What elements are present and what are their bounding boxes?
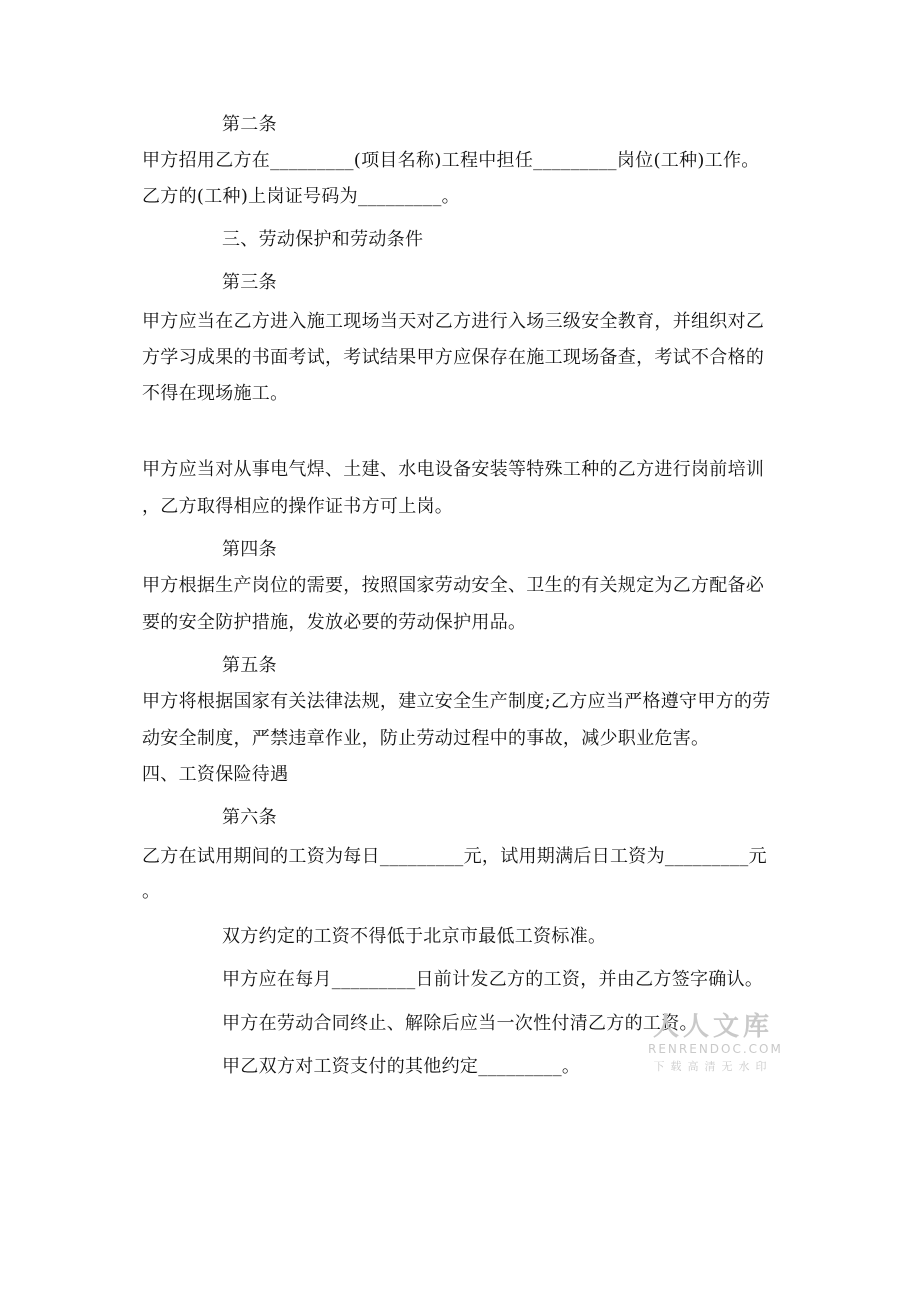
article-6-heading: 第六条	[222, 807, 277, 828]
section-3-heading: 三、劳动保护和劳动条件	[222, 229, 424, 250]
watermark-logo	[648, 1012, 783, 1076]
watermark-title: 人人文库	[652, 1012, 773, 1042]
article-6-line-2: 。	[142, 881, 161, 902]
article-5-heading: 第五条	[222, 655, 277, 676]
article-3-para-2-line-2: ，乙方取得相应的操作证书方可上岗。	[142, 496, 454, 517]
article-3-line-2: 方学习成果的书面考试，考试结果甲方应保存在施工现场备查，考试不合格的	[142, 347, 765, 368]
wage-standard-line: 双方约定的工资不得低于北京市最低工资标准。	[222, 926, 607, 947]
article-6-line-1: 乙方在试用期间的工资为每日_________元，试用期满后日工资为_________元	[142, 846, 767, 867]
article-2-line-2: 乙方的(工种)上岗证号码为_________。	[142, 186, 460, 207]
wage-other-agreement-line: 甲乙双方对工资支付的其他约定_________。	[222, 1056, 581, 1077]
article-2-heading: 第二条	[222, 114, 277, 135]
article-4-line-2: 要的安全防护措施，发放必要的劳动保护用品。	[142, 612, 527, 633]
article-3-line-1: 甲方应当在乙方进入施工现场当天对乙方进行入场三级安全教育，并组织对乙	[142, 311, 765, 332]
article-5-line-1: 甲方将根据国家有关法律法规，建立安全生产制度;乙方应当严格遵守甲方的劳	[142, 691, 771, 712]
wage-settlement-line: 甲方在劳动合同终止、解除后应当一次性付清乙方的工资。	[222, 1013, 698, 1034]
article-4-heading: 第四条	[222, 539, 277, 560]
watermark-url: RENRENDOC.COM	[648, 1042, 783, 1056]
article-3-line-3: 不得在现场施工。	[142, 383, 289, 404]
section-4-heading: 四、工资保险待遇	[142, 764, 289, 785]
article-3-heading: 第三条	[222, 272, 277, 293]
article-5-line-2: 动安全制度，严禁违章作业，防止劳动过程中的事故，减少职业危害。	[142, 728, 710, 749]
watermark-subtitle: 下载高清无水印	[653, 1060, 773, 1073]
wage-payday-line: 甲方应在每月_________日前计发乙方的工资，并由乙方签字确认。	[222, 969, 764, 990]
article-3-para-2-line-1: 甲方应当对从事电气焊、土建、水电设备安装等特殊工种的乙方进行岗前培训	[142, 459, 765, 480]
article-4-line-1: 甲方根据生产岗位的需要，按照国家劳动安全、卫生的有关规定为乙方配备必	[142, 575, 765, 596]
article-2-line-1: 甲方招用乙方在_________(项目名称)工程中担任_________岗位(工种)工作。	[142, 150, 760, 171]
